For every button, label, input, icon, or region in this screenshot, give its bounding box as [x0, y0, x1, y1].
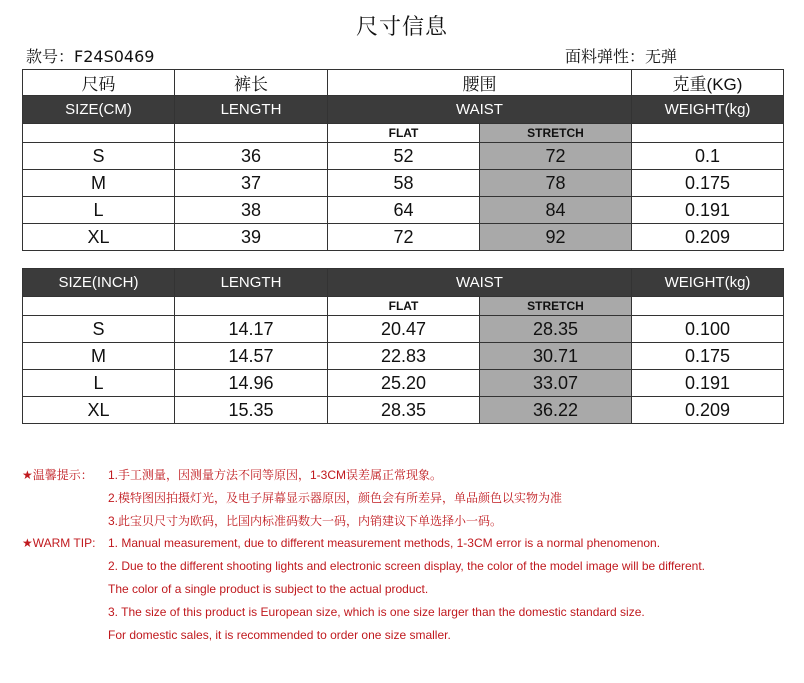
cell-length: 14.57: [175, 343, 328, 370]
cell-length: 14.96: [175, 370, 328, 397]
en-tip-line: 1. Manual measurement, due to different measurement methods, 1-3CM error is a normal phenomenon.: [108, 536, 661, 550]
table-row: [23, 170, 784, 197]
cell-stretch: 28.35: [480, 316, 632, 343]
cell-stretch: 72: [480, 143, 632, 170]
en-tip-line: For domestic sales, it is recommended to order one size smaller.: [108, 628, 451, 642]
empty-cell: [23, 297, 175, 316]
cell-length: 37: [175, 170, 328, 197]
header-weight: WEIGHT(kg): [632, 96, 784, 124]
cell-size: M: [23, 170, 175, 197]
subheader-flat: FLAT: [328, 124, 480, 143]
empty-cell: [23, 124, 175, 143]
cell-stretch: 92: [480, 224, 632, 251]
cell-size: S: [23, 316, 175, 343]
table-row: [23, 397, 784, 424]
inch-header-row: [23, 269, 784, 297]
table-row: [23, 224, 784, 251]
cell-flat: 20.47: [328, 316, 480, 343]
cell-size: S: [23, 143, 175, 170]
cell-size: XL: [23, 397, 175, 424]
cn-header-size: 尺码: [23, 70, 175, 96]
cm-header-row: [23, 96, 784, 124]
cn-header-row: [23, 70, 784, 96]
cn-tip-label: ★温馨提示：: [22, 468, 93, 482]
cell-weight: 0.191: [632, 197, 784, 224]
cell-stretch: 33.07: [480, 370, 632, 397]
table-row: [23, 143, 784, 170]
cell-length: 39: [175, 224, 328, 251]
header-length: LENGTH: [175, 269, 328, 297]
cell-weight: 0.175: [632, 170, 784, 197]
cell-weight: 0.175: [632, 343, 784, 370]
inch-subheader-row: [23, 297, 784, 316]
cell-flat: 64: [328, 197, 480, 224]
empty-cell: [175, 297, 328, 316]
cell-size: L: [23, 197, 175, 224]
subheader-flat: FLAT: [328, 297, 480, 316]
empty-cell: [175, 124, 328, 143]
cell-length: 38: [175, 197, 328, 224]
cell-stretch: 30.71: [480, 343, 632, 370]
cn-tip-line: 2.模特图因拍摄灯光，及电子屏幕显示器原因，颜色会有所差异，单品颜色以实物为准: [108, 491, 563, 505]
table-row: [23, 370, 784, 397]
cn-header-waist: 腰围: [328, 70, 632, 96]
cm-subheader-row: [23, 124, 784, 143]
cell-flat: 52: [328, 143, 480, 170]
header-waist: WAIST: [328, 269, 632, 297]
cn-header-length: 裤长: [175, 70, 328, 96]
table-row: [23, 316, 784, 343]
empty-cell: [632, 297, 784, 316]
cell-length: 36: [175, 143, 328, 170]
page-title: 尺寸信息: [355, 15, 448, 40]
subheader-stretch: STRETCH: [480, 297, 632, 316]
size-table-cm: [22, 69, 784, 251]
cell-length: 14.17: [175, 316, 328, 343]
cell-weight: 0.1: [632, 143, 784, 170]
fabric-elasticity: 面料弹性：无弹: [565, 47, 678, 66]
cn-tip-line: 3.此宝贝尺寸为欧码，比国内标准码数大一码，内销建议下单选择小一码。: [108, 514, 503, 528]
header-weight: WEIGHT(kg): [632, 269, 784, 297]
cell-flat: 25.20: [328, 370, 480, 397]
cell-stretch: 36.22: [480, 397, 632, 424]
cn-tip-line: 1.手工测量，因测量方法不同等原因，1-3CM误差属正常现象。: [108, 468, 443, 482]
cell-weight: 0.209: [632, 397, 784, 424]
cell-size: XL: [23, 224, 175, 251]
cell-flat: 72: [328, 224, 480, 251]
cell-weight: 0.100: [632, 316, 784, 343]
cell-size: M: [23, 343, 175, 370]
header-waist: WAIST: [328, 96, 632, 124]
cell-weight: 0.209: [632, 224, 784, 251]
en-tip-line: The color of a single product is subject to the actual product.: [108, 582, 429, 596]
style-number: 款号：F24S0469: [26, 47, 155, 66]
subheader-stretch: STRETCH: [480, 124, 632, 143]
cell-stretch: 84: [480, 197, 632, 224]
cell-stretch: 78: [480, 170, 632, 197]
header-length: LENGTH: [175, 96, 328, 124]
empty-cell: [632, 124, 784, 143]
header-size: SIZE(INCH): [23, 269, 175, 297]
table-row: [23, 343, 784, 370]
cell-flat: 28.35: [328, 397, 480, 424]
cell-weight: 0.191: [632, 370, 784, 397]
cell-flat: 22.83: [328, 343, 480, 370]
cell-length: 15.35: [175, 397, 328, 424]
en-tip-line: 3. The size of this product is European size, which is one size larger than the domestic standard size.: [108, 605, 645, 619]
table-row: [23, 197, 784, 224]
header-size: SIZE(CM): [23, 96, 175, 124]
cn-header-weight: 克重(KG): [632, 70, 784, 96]
cell-flat: 58: [328, 170, 480, 197]
cell-size: L: [23, 370, 175, 397]
en-tip-line: 2. Due to the different shooting lights and electronic screen display, the color of the model image will be different.: [108, 559, 706, 573]
en-tip-label: ★WARM TIP:: [22, 536, 96, 550]
size-table-inch: [22, 268, 784, 424]
